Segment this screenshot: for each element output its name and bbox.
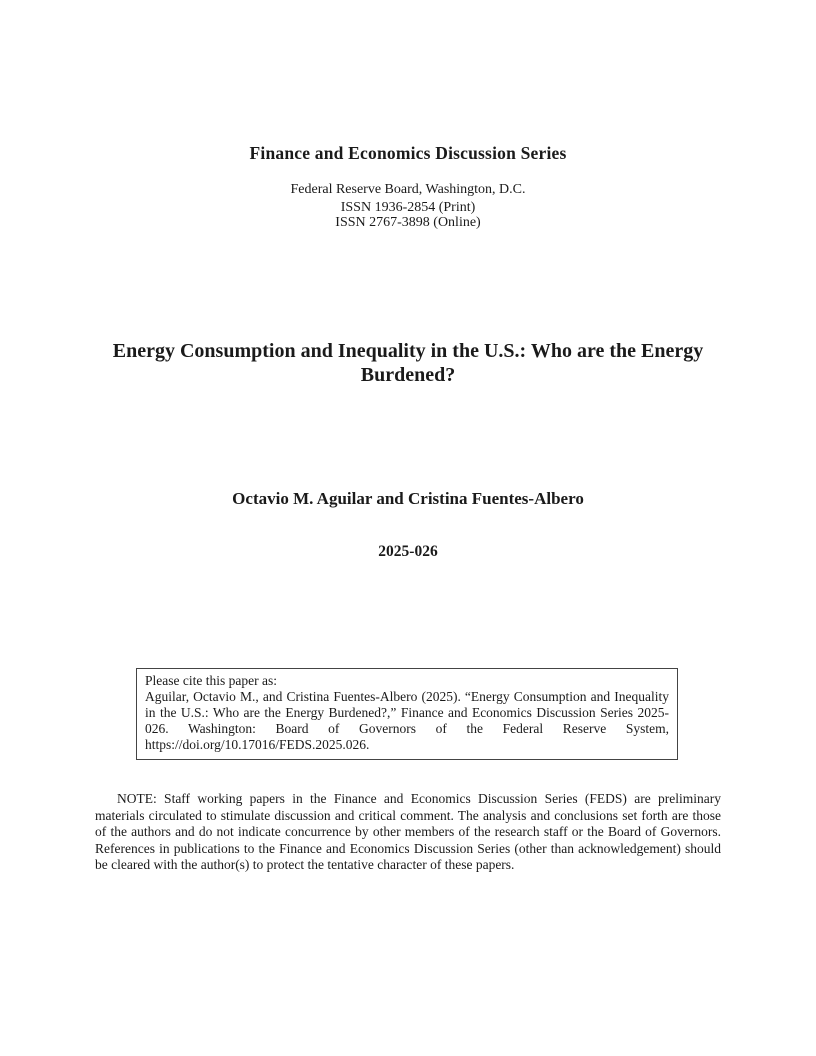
authors-line: Octavio M. Aguilar and Cristina Fuentes-Albero: [232, 489, 584, 508]
issn-print-line: ISSN 1936-2854 (Print): [340, 200, 476, 215]
note-section: [95, 791, 721, 874]
issn-online-line: ISSN 2767-3898 (Online): [335, 215, 481, 230]
citation-text: Aguilar, Octavio M., and Cristina Fuentes-Albero (2025). “Energy Consumption and Inequality in the U.S.: Who are the Energy Burdened?,” Finance and Economics Discussion Series 2025-026. Washington: Board of Governors of the Federal Reserve System, https://doi.org/10.17016/FEDS.2025.026.: [145, 688, 669, 752]
paper-title: [0, 339, 816, 388]
citation-box: [136, 668, 678, 760]
paper-title-text: Energy Consumption and Inequality in the U.S.: Who are the Energy Burdened?: [112, 340, 704, 387]
note-paragraph: NOTE: Staff working papers in the Finance and Economics Discussion Series (FEDS) are preliminary materials circulated to stimulate discussion and critical comment. The analysis and conclusions set forth are those of the authors and do not indicate concurrence by other members of the research staff or the Board of Governors. References in publications to the Finance and Economics Discussion Series (other than acknowledgement) should be cleared with the author(s) to protect the tentative character of these papers.: [95, 791, 721, 873]
institution-line: Federal Reserve Board, Washington, D.C.: [290, 182, 526, 197]
series-title: Finance and Economics Discussion Series: [249, 143, 567, 163]
paper-number: 2025-026: [378, 543, 438, 560]
citation-lead: Please cite this paper as:: [145, 673, 277, 688]
